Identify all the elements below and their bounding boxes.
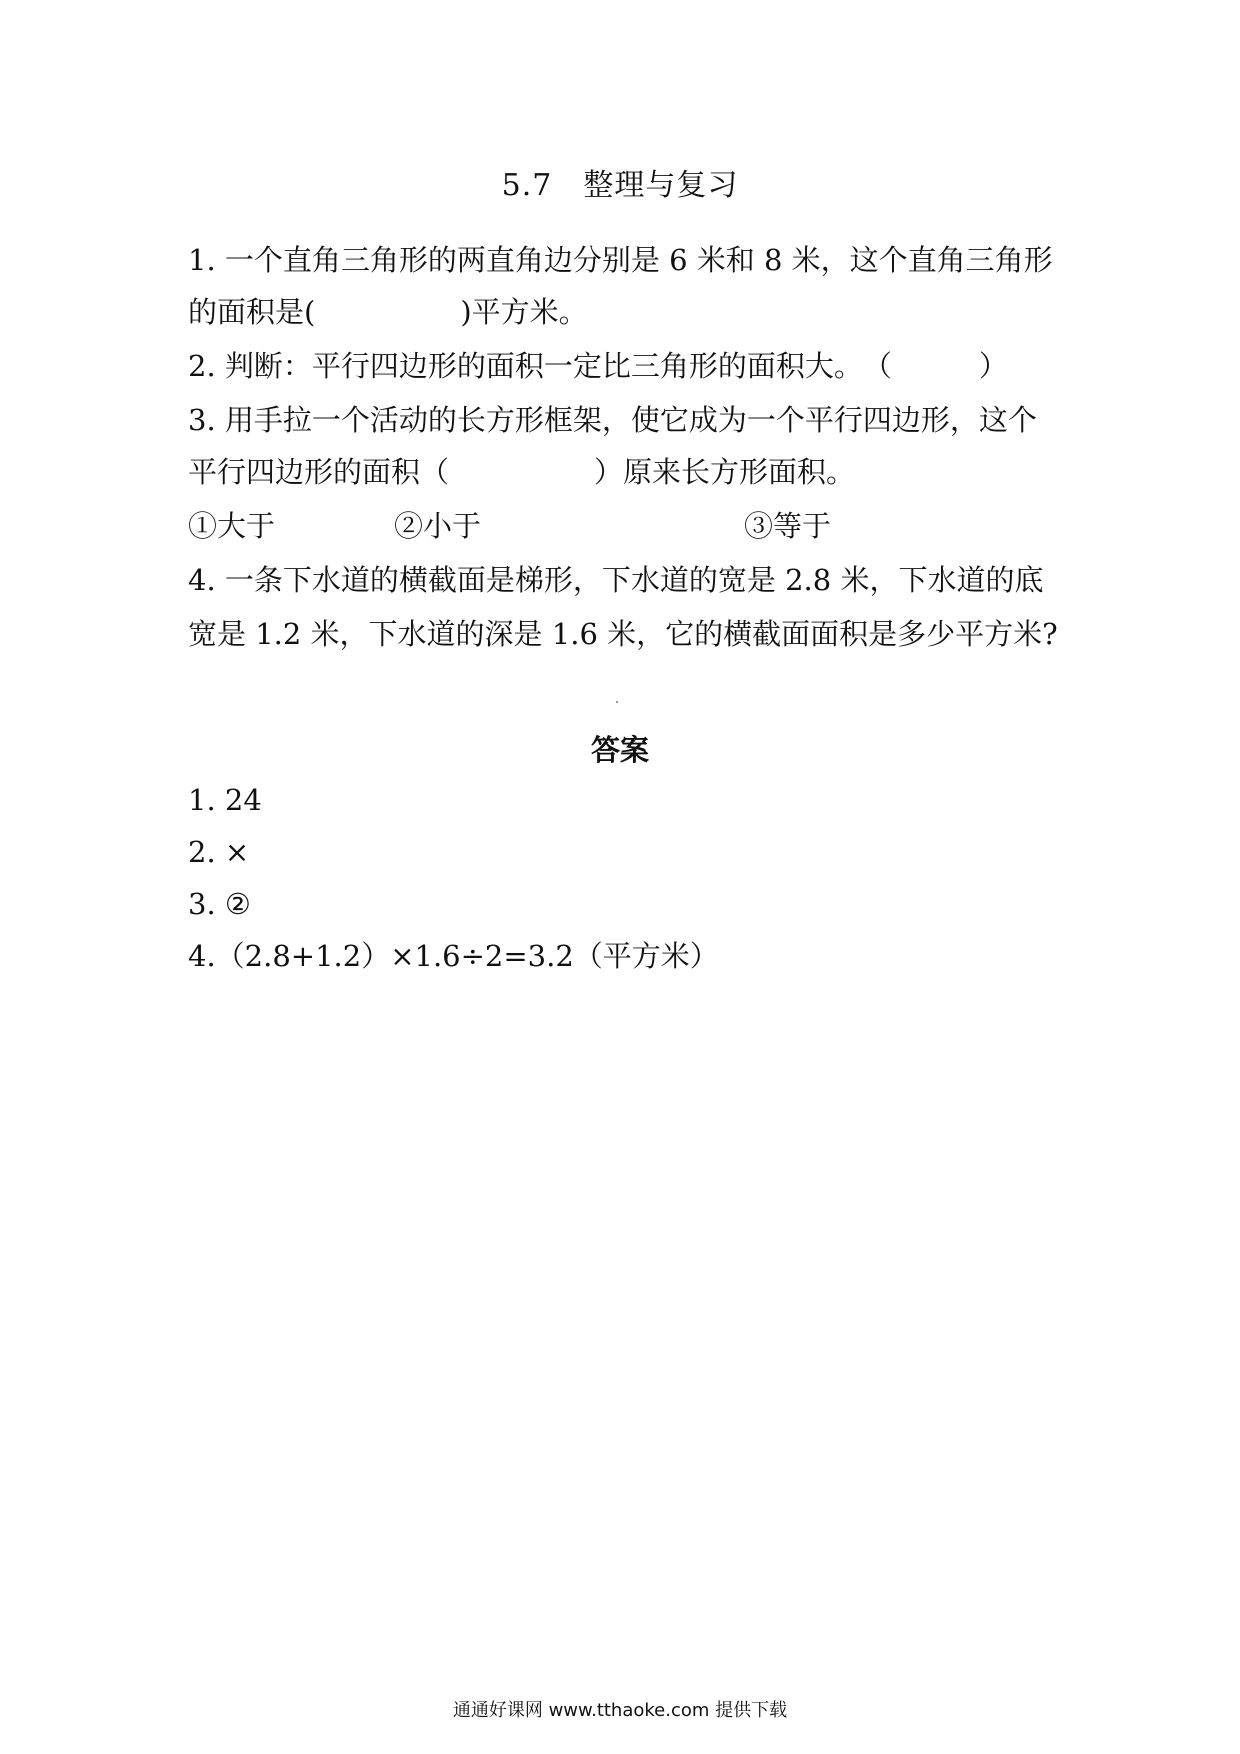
answers-heading: 答案 [590, 733, 649, 767]
stray-dot [616, 701, 618, 703]
answer-4: 4.（2.8+1.2）×1.6÷2=3.2（平方米） [188, 939, 719, 973]
question-3-line-2: 平行四边形的面积（ ）原来长方形面积。 [188, 455, 856, 489]
question-4-line-1: 4. 一条下水道的横截面是梯形，下水道的宽是 2.8 米，下水道的底 [188, 563, 1044, 597]
footer-text: 通通好课网 www.tthaoke.com 提供下载 [452, 1700, 788, 1721]
option-2: ②小于 [394, 509, 482, 543]
option-1: ①大于 [188, 509, 276, 543]
question-1-line-2: 的面积是( )平方米。 [188, 295, 588, 329]
answer-3: 3. ② [188, 887, 251, 921]
page-title: 5.7 整理与复习 [501, 168, 739, 203]
question-3-options [188, 506, 1068, 546]
option-3: ③等于 [744, 509, 832, 543]
answer-2: 2. × [188, 835, 250, 869]
question-1-line-1: 1. 一个直角三角形的两直角边分别是 6 米和 8 米，这个直角三角形 [188, 243, 1053, 277]
question-4-line-2: 宽是 1.2 米，下水道的深是 1.6 米，它的横截面面积是多少平方米? [188, 617, 1058, 651]
question-3-line-1: 3. 用手拉一个活动的长方形框架，使它成为一个平行四边形，这个 [188, 403, 1037, 437]
answer-1: 1. 24 [188, 783, 262, 817]
question-2: 2. 判断：平行四边形的面积一定比三角形的面积大。 （ ） [188, 349, 1008, 383]
